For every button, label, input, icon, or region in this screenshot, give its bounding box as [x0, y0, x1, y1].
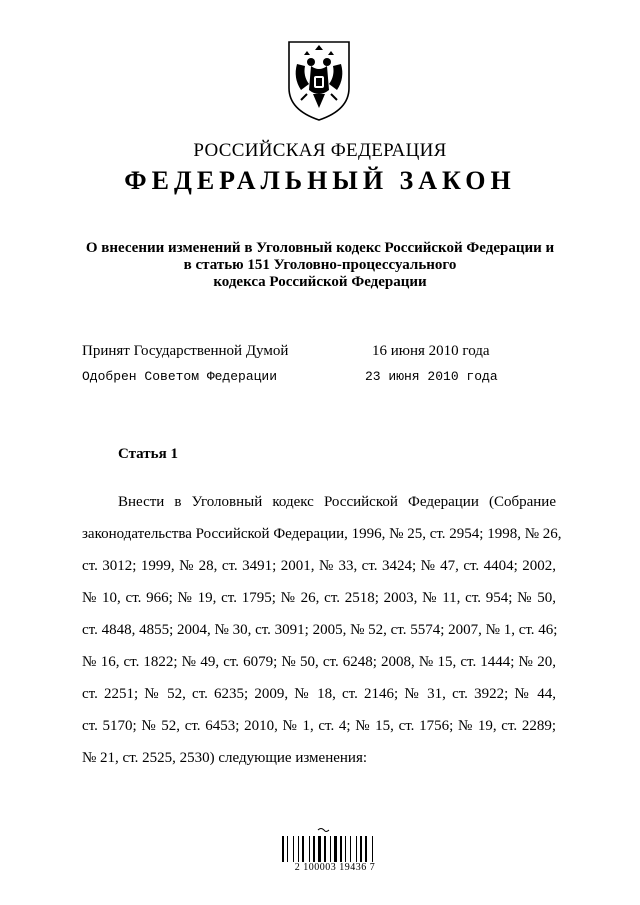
country-name: РОССИЙСКАЯ ФЕДЕРАЦИЯ [193, 140, 447, 161]
article-line: ст. 5170; № 52, ст. 6453; 2010, № 1, ст. 4; № 15, ст. 1756; № 19, ст. 2289; [82, 718, 556, 734]
law-title-line: О внесении изменений в Уголовный кодекс Российской Федерации и [85, 240, 555, 256]
law-title [60, 240, 580, 291]
article-line: № 10, ст. 966; № 19, ст. 1795; № 26, ст. 2518; 2003, № 11, ст. 954; № 50, [82, 590, 556, 606]
article-line: № 21, ст. 2525, 2530) следующие изменения: [82, 750, 368, 766]
document-type: ФЕДЕРАЛЬНЫЙ ЗАКОН [124, 166, 516, 195]
article-line: Внести в Уголовный кодекс Российской Федерации (Собрание [118, 494, 556, 510]
russian-coat-of-arms-icon [285, 38, 353, 123]
article-heading: Статья 1 [118, 446, 178, 462]
article-line: № 16, ст. 1822; № 49, ст. 6079; № 50, ст. 6248; 2008, № 15, ст. 1444; № 20, [82, 654, 556, 670]
law-title-line: в статью 151 Уголовно-процессуального [183, 257, 457, 273]
article-line: ст. 3012; 1999, № 28, ст. 3491; 2001, № 33, ст. 3424; № 47, ст. 4404; 2002, [82, 558, 556, 574]
council-approval-row [82, 369, 498, 384]
article-line: ст. 2251; № 52, ст. 6235; 2009, № 18, ст. 2146; № 31, ст. 3922; № 44, [82, 686, 556, 702]
council-approval-date: 23 июня 2010 года [365, 369, 498, 384]
barcode-number: 2 100003 19436 7 [294, 862, 376, 873]
article-line: законодательства Российской Федерации, 1996, № 25, ст. 2954; 1998, № 26, [82, 526, 562, 542]
article-line: ст. 4848, 4855; 2004, № 30, ст. 3091; 2005, № 52, ст. 5574; 2007, № 1, ст. 46; [82, 622, 558, 638]
law-title-line: кодекса Российской Федерации [213, 274, 427, 290]
duma-adoption-label: Принят Государственной Думой [82, 343, 289, 359]
barcode-icon [270, 826, 400, 888]
duma-adoption-date: 16 июня 2010 года [372, 343, 490, 359]
council-approval-label: Одобрен Советом Федерации [82, 369, 278, 384]
article-body [82, 486, 562, 774]
duma-adoption-row [82, 343, 490, 360]
